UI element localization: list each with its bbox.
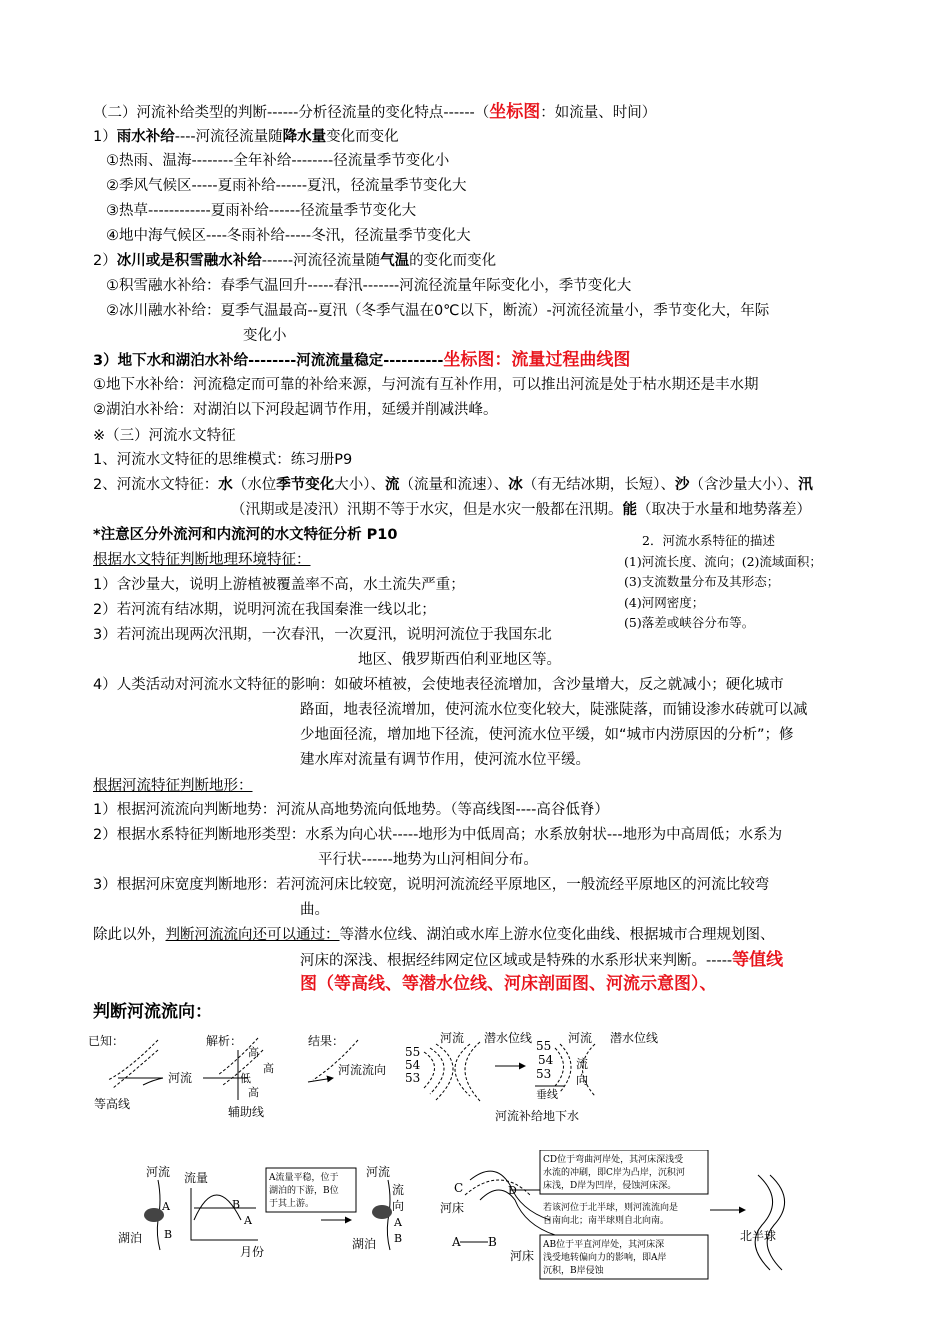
river-label: 河流 xyxy=(440,1031,465,1045)
flow-char: 流 xyxy=(576,1057,589,1071)
groundwater-figure xyxy=(400,1026,670,1126)
note-line: 沉积，B岸侵蚀 xyxy=(543,1266,604,1276)
line-1: （二）河流补给类型的判断------分析径流量的变化特点------（坐标图：如流量、时间） xyxy=(93,102,657,122)
high-label: 高 xyxy=(263,1062,274,1075)
line-25: 3）根据河床宽度判断地形：若河流河床比较宽，说明河流流经平原地区，一般流经平原地区的河流比较弯 xyxy=(93,877,770,893)
line-12: ②湖泊水补给：对湖泊以下河段起调节作用，延缓并削减洪峰。 xyxy=(93,402,498,418)
line-23: 1）根据河流流向判断地势：河流从高地势流向低地势。（等高线图----高谷低脊） xyxy=(93,802,609,818)
line-14: 1、河流水文特征的思维模式：练习册P9 xyxy=(93,452,353,468)
contour-value: 53 xyxy=(405,1071,421,1085)
known-label: 已知： xyxy=(88,1034,125,1048)
line-26b: 河床的深浅、根据经纬网定位区域或是特殊的水系形状来判断。-----等值线 xyxy=(300,950,784,970)
contour-river-figure xyxy=(88,1030,398,1122)
line-13: ※（三）河流水文特征 xyxy=(93,428,236,444)
groundwater-label: 潜水位线 xyxy=(484,1031,533,1045)
riverbed-figure xyxy=(440,1150,800,1280)
groundwater-caption: 河流补给地下水 xyxy=(495,1109,580,1123)
riverbed-label: 河床 xyxy=(510,1249,535,1263)
aux-line-label: 辅助线 xyxy=(228,1105,265,1119)
flow-direction-label: 河流流向 xyxy=(338,1063,387,1077)
groundwater-label: 潜水位线 xyxy=(610,1031,659,1045)
line-7: 2）冰川或是积雪融水补给------河流径流量随气温的变化而变化 xyxy=(93,253,497,269)
line-11: ①地下水补给：河流稳定而可靠的补给来源，与河流有互补作用，可以推出河流是处于枯水期还是丰水期 xyxy=(93,377,759,393)
line-24b: 平行状------地势为山河相间分布。 xyxy=(318,852,538,868)
note-line: 浅受地转偏向力的影响，即A岸 xyxy=(543,1253,667,1263)
line-24: 2）根据水系特征判断地形类型：水系为向心状-----地形为中低周高；水系放射状---地形为中高周低；水系为 xyxy=(93,827,783,843)
line-21b: 路面，地表径流增加，使河流水位变化较大，陡涨陡落，而铺设渗水砖就可以减 xyxy=(300,702,808,718)
groundwater-line xyxy=(560,1044,571,1092)
side-box-title: 2．河流水系特征的描述 xyxy=(642,533,775,548)
line-9: ②冰川融水补给：夏季气温最高--夏汛（冬季气温在0℃以下，断流）-河流径流量小，季节变化大，年际 xyxy=(106,303,770,319)
groundwater-line xyxy=(424,1052,435,1088)
line-15b: （汛期或是凌汛）汛期不等于水灾，但是水灾一般都在汛期。能（取决于水量和地势落差） xyxy=(231,502,811,518)
note-line: CD位于弯曲河岸处，其河床深浅受 xyxy=(543,1155,684,1165)
contour-value: 54 xyxy=(405,1058,421,1072)
perpendicular-label: 垂线 xyxy=(536,1088,558,1101)
line-5: ③热草------------夏雨补给------径流量季节变化大 xyxy=(106,203,417,219)
line-19: 2）若河流有结冰期，说明河流在我国秦淮一线以北； xyxy=(93,602,436,618)
riverbed-label: 河床 xyxy=(440,1201,465,1215)
result-label: 结果： xyxy=(308,1034,345,1048)
line-26: 除此以外，判断河流流向还可以通过：等潜水位线、湖泊或水库上游水位变化曲线、根据城市合理规划图、 xyxy=(93,927,775,943)
point-a: A xyxy=(394,1216,402,1229)
line-2: 1）雨水补给----河流径流量随降水量变化而变化 xyxy=(93,129,399,145)
line-17: 根据水文特征判断地理环境特征： xyxy=(93,552,311,568)
line-21: 4）人类活动对河流水文特征的影响：如破坏植被，会使地表径流增加，含沙量增大，反之就减小；硬化城市 xyxy=(93,677,784,693)
lake-shape xyxy=(144,1208,164,1222)
flow-axis-label: 流量 xyxy=(184,1171,209,1185)
line-27: 判断河流流向： xyxy=(93,1002,212,1022)
groundwater-line xyxy=(455,1044,470,1096)
direction-char: 向 xyxy=(576,1073,589,1087)
lake-label: 湖泊 xyxy=(352,1237,377,1251)
note-line: AB位于平直河岸处，其河床深 xyxy=(543,1240,665,1250)
point-b: B xyxy=(488,1235,497,1249)
line-20b: 地区、俄罗斯西伯利亚地区等。 xyxy=(358,652,561,668)
line-18: 1）含沙量大，说明上游植被覆盖率不高，水土流失严重； xyxy=(93,577,465,593)
note-line: 若该河位于北半球，则河流流向是 xyxy=(543,1203,679,1213)
section-line xyxy=(465,1180,530,1195)
curve-b: B xyxy=(232,1198,241,1211)
side-box-item: (1)河流长度、流向；(2)流域面积； xyxy=(624,553,822,569)
line-21c: 少地面径流，增加地下径流，使河流水位平缓，如“城市内涝原因的分析”；修 xyxy=(300,727,794,743)
point-b: B xyxy=(164,1228,173,1241)
low-label: 低 xyxy=(240,1072,251,1085)
note-line: 床浅，D岸为凹岸，侵蚀河床深。 xyxy=(543,1181,677,1191)
line-3: ①热雨、温海--------全年补给--------径流量季节变化小 xyxy=(106,153,450,169)
analysis-label: 解析： xyxy=(206,1034,243,1048)
river-label: 河流 xyxy=(146,1165,171,1179)
river-bank xyxy=(755,1175,772,1270)
contour-label: 等高线 xyxy=(94,1097,131,1111)
point-b: B xyxy=(394,1232,403,1245)
groundwater-line xyxy=(555,1048,564,1086)
line-10: 3）地下水和湖泊水补给--------河流流量稳定----------坐标图：流量过程曲线图 xyxy=(93,350,631,370)
direction-char: 向 xyxy=(392,1199,405,1213)
lake-label: 湖泊 xyxy=(118,1231,143,1245)
flow-arrow xyxy=(308,1078,333,1082)
hydrology-side-box xyxy=(624,531,874,634)
flow-char: 流 xyxy=(392,1183,405,1197)
contour-line xyxy=(113,1050,158,1088)
river-label: 河流 xyxy=(168,1071,193,1085)
point-a: A xyxy=(452,1235,461,1249)
note-line: 于其上游。 xyxy=(269,1199,315,1209)
line-4: ②季风气候区-----夏雨补给------夏汛，径流量季节变化大 xyxy=(106,178,467,194)
river-label: 河流 xyxy=(366,1165,391,1179)
contour-value: 55 xyxy=(536,1039,552,1053)
point-a: A xyxy=(162,1200,170,1213)
groundwater-line xyxy=(465,1042,480,1101)
line-8: ①积雪融水补给：春季气温回升-----春汛-------河流径流量年际变化小，季节变化大 xyxy=(106,278,632,294)
lake-flow-figure xyxy=(116,1160,416,1260)
month-label: 月份 xyxy=(240,1245,265,1259)
lake-shape xyxy=(372,1205,392,1219)
point-c: C xyxy=(454,1181,464,1195)
note-line: 湖泊的下游，B位 xyxy=(269,1186,339,1196)
side-box-item: (3)支流数量分布及其形态； xyxy=(624,574,780,589)
line-15: 2、河流水文特征：水（水位季节变化大小）、流（流量和流速）、冰（有无结冰期，长短）、沙（含沙量大小）、汛 xyxy=(93,477,813,493)
groundwater-line xyxy=(436,1044,453,1100)
contour-line xyxy=(143,1078,163,1085)
line-9b: 变化小 xyxy=(243,328,287,344)
line-16: *注意区分外流河和内流河的水文特征分析 P10 xyxy=(93,527,398,543)
contour-value: 55 xyxy=(405,1045,421,1059)
line-26c: 图（等高线、等潜水位线、河床剖面图、河流示意图）、 xyxy=(300,974,717,994)
line-20: 3）若河流出现两次汛期，一次春汛，一次夏汛，说明河流位于我国东北 xyxy=(93,627,552,643)
side-box-item: (5)落差或峡谷分布等。 xyxy=(624,615,755,630)
point-d: D xyxy=(508,1184,517,1197)
northern-hemisphere-label: 北半球 xyxy=(740,1229,777,1243)
side-box-item: (4)河网密度； xyxy=(624,594,705,610)
line-22: 根据河流特征判断地形： xyxy=(93,778,253,794)
line-6: ④地中海气候区----冬雨补给-----冬汛，径流量季节变化大 xyxy=(106,228,471,244)
high-label: 高 xyxy=(248,1046,259,1059)
note-line: 水流的冲刷，即C岸为凸岸，沉积河 xyxy=(543,1168,685,1178)
line-21d: 建水库对流量有调节作用，使河流水位平缓。 xyxy=(300,752,590,768)
line-25b: 曲。 xyxy=(300,902,329,918)
river-label: 河流 xyxy=(568,1031,593,1045)
note-line: 自南向北；南半球则自北向南。 xyxy=(543,1216,670,1226)
contour-value: 53 xyxy=(536,1067,552,1081)
note-line: A流量平稳，位于 xyxy=(269,1173,339,1183)
curve-a: A xyxy=(244,1214,252,1227)
high-label: 高 xyxy=(248,1086,259,1099)
contour-value: 54 xyxy=(538,1053,554,1067)
groundwater-line xyxy=(430,1048,444,1094)
